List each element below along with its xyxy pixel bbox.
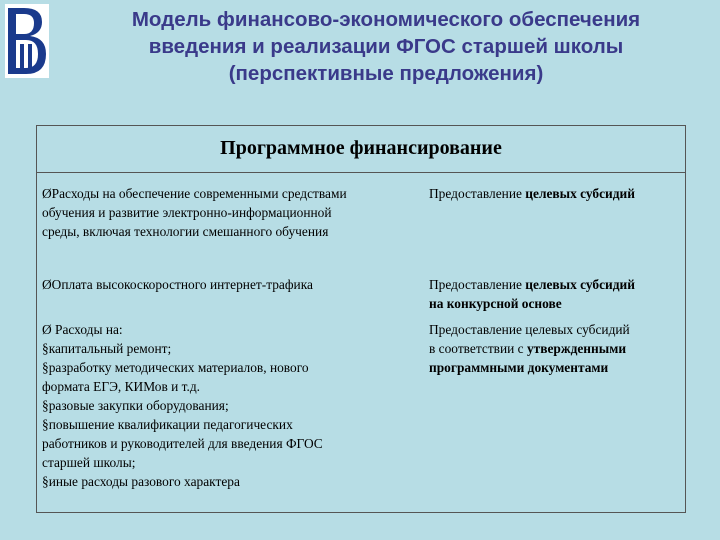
text-line: среды, включая технологии смешанного обучения (42, 224, 329, 239)
text-line: работников и руководителей для введения ФГОС (42, 436, 323, 451)
funding-bold: утвержденными (526, 341, 627, 356)
row-funding-text (429, 320, 684, 377)
table-header: Программное финансирование (37, 126, 685, 173)
text-line: §разовые закупки оборудования; (42, 398, 229, 413)
slide-title (56, 6, 716, 87)
funding-plain: Предоставление (429, 277, 526, 292)
row-funding-text (429, 275, 684, 313)
text-line: Ø Расходы на: (42, 322, 123, 337)
text-line: формата ЕГЭ, КИМов и т.д. (42, 379, 201, 394)
text-line: §иные расходы разового характера (42, 474, 240, 489)
row-expense-text (42, 320, 417, 491)
financing-table (36, 125, 686, 513)
row-funding-text (429, 184, 684, 203)
text-line: §разработку методических материалов, нового (42, 360, 309, 375)
text-line: старшей школы; (42, 455, 136, 470)
funding-plain: в соответствии с (429, 341, 527, 356)
funding-bold: целевых субсидий (525, 186, 635, 201)
funding-plain: Предоставление целевых субсидий (429, 322, 630, 337)
text-line: ØОплата высокоскоростного интернет-трафика (42, 277, 313, 292)
funding-bold: целевых субсидий (525, 277, 635, 292)
row-expense-text (42, 275, 417, 294)
text-line: обучения и развитие электронно-информационной (42, 205, 332, 220)
row-expense-text (42, 184, 417, 241)
title-line-2: введения и реализации ФГОС старшей школы (148, 35, 624, 58)
text-line: ØРасходы на обеспечение современными средствами (42, 186, 347, 201)
title-line-3: (перспективные предложения) (228, 62, 544, 85)
title-line-1: Модель финансово-экономического обеспечения (131, 8, 641, 31)
text-line: §повышение квалификации педагогических (42, 417, 293, 432)
text-line: §капитальный ремонт; (42, 341, 172, 356)
funding-bold: на конкурсной основе (429, 296, 562, 311)
hse-logo-icon (2, 0, 54, 82)
funding-plain: Предоставление (429, 186, 526, 201)
funding-bold: программными документами (429, 360, 609, 375)
